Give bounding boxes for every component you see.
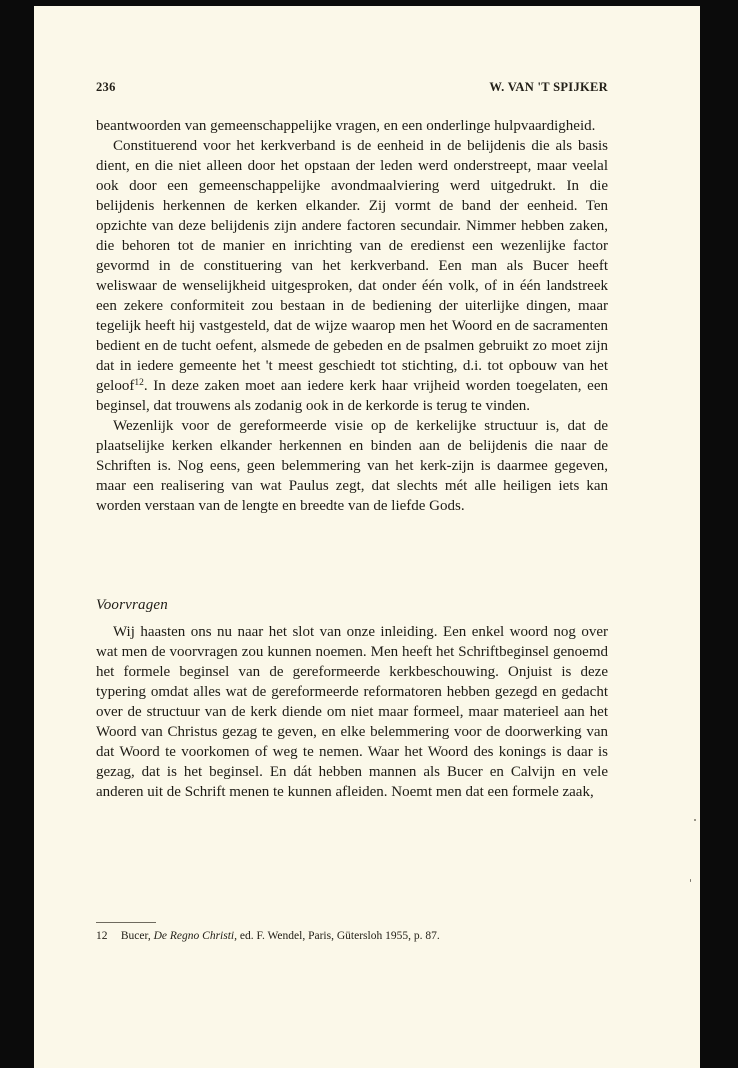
footnote-divider: [96, 922, 156, 923]
body-text: [96, 116, 608, 516]
footnote-author: Bucer,: [120, 930, 151, 942]
page-number: 236: [96, 80, 116, 94]
footnote-details: ed. F. Wendel, Paris, Gütersloh 1955, p. 87.: [239, 930, 440, 942]
paragraph: Constituerend voor het kerkverband is de eenheid in de belijdenis die als basis dient, en die niet alleen door het opstaan der leden werd onderstreept, maar veelal ook door een gemeenschappelijke avondmaalviering werd uitgedrukt. In die belijdenis herkennen de kerken elkander. Zij vormt de band der eenheid. Ten opzichte van deze belijdenis zijn andere factoren secundair. Nimmer hebben zaken, die behoren tot de manier en inrichting van de eredienst een wezenlijke factor gevormd in de constituering van het kerkverband. Een man als Bucer heeft weliswaar de wenselijkheid uitgesproken, dat onder één volk, of in één landstreek een zekere conformiteit zou bestaan in de bediening der uiterlijke dingen, maar tegelijk heeft hij vastgesteld, dat de wijze waarop men het Woord en de sacramenten bedient en de tucht oefent, alsmede de gebeden en de psalmen gebruikt zo moet zijn dat in iedere gemeente het 't meest geschiedt tot stichting, d.i. tot opbouw van het geloof$^{12}$. In deze zaken moet aan iedere kerk haar vrijheid worden toegelaten, een beginsel, dat trouwens als zodanig ook in de kerkorde is terug te vinden.: [96, 138, 608, 414]
footnote-title: De Regno Christi,: [153, 930, 237, 942]
footnote-reference: 12: [134, 378, 144, 388]
scan-speck: [694, 819, 696, 821]
section-body: [96, 622, 608, 802]
running-head: W. VAN 'T SPIJKER: [489, 80, 608, 94]
section-heading: Voorvragen: [96, 597, 168, 613]
paragraph-text: Constituerend voor het kerkverband is de eenheid in de belijdenis die als basis dient, en die niet alleen door het opstaan der leden werd onderstreept, maar veelal ook door een gemeenschappelijke avondmaalviering werd uitgedrukt. In die belijdenis herkennen de kerken elkander. Zij vormt de band der eenheid. Ten opzichte van deze belijdenis zijn andere factoren secundair. Nimmer hebben zaken, die behoren tot de manier en inrichting van de eredienst een wezenlijke factor gevormd in de constituering van het kerkverband. Een man als Bucer heeft weliswaar de wenselijkheid uitgesproken, dat onder één volk, of in één landstreek een zekere conformiteit zou bestaan in de bediening der uiterlijke dingen, maar tegelijk heeft hij vastgesteld, dat de wijze waarop men het Woord en de sacramenten bedient en de tucht oefent, alsmede de gebeden en de psalmen gebruikt zo moet zijn dat in iedere gemeente het 't meest geschiedt tot stichting, d.i. tot opbouw van het geloof: [96, 138, 608, 394]
paragraph: Wij haasten ons nu naar het slot van onze inleiding. Een enkel woord nog over wat men de voorvragen zou kunnen noemen. Men heeft het Schriftbeginsel genoemd het formele beginsel van de gereformeerde kerkbeschouwing. Onjuist is deze typering omdat alles wat de gereformeerde reformatoren hebben gezegd en gedacht over de structuur van de kerk diende om niet maar formeel, maar materieel aan het Woord van Christus gezag te geven, en elke belemmering voor de doorwerking van dat Woord te voorkomen of weg te nemen. Waar het Woord des konings is daar is gezag, dat is het beginsel. En dát hebben mannen als Bucer en Calvijn en vele anderen uit de Schrift menen te kunnen afleiden. Noemt men dat een formele zaak,: [96, 624, 608, 800]
scan-speck: [690, 879, 691, 882]
footnote-number: 12: [96, 930, 108, 942]
paragraph: Wezenlijk voor de gereformeerde visie op de kerkelijke structuur is, dat de plaatselijke kerken elkander herkennen en binden aan de belijdenis die naar de Schriften is. Nog eens, geen belemmering van het kerk-zijn is daarmee gegeven, maar een realisering van wat Paulus zegt, dat slechts mét alle heiligen iets kan worden verstaan van de lengte en breedte van de liefde Gods.: [96, 418, 608, 514]
paragraph: beantwoorden van gemeenschappelijke vragen, en een onderlinge hulpvaardigheid.: [96, 118, 596, 134]
footnote: [96, 930, 608, 942]
paragraph-text: In deze zaken moet aan iedere kerk haar vrijheid worden toegelaten, een beginsel, dat trouwens als zodanig ook in de kerkorde is terug te vinden.: [96, 378, 608, 414]
page-header: [96, 80, 608, 98]
